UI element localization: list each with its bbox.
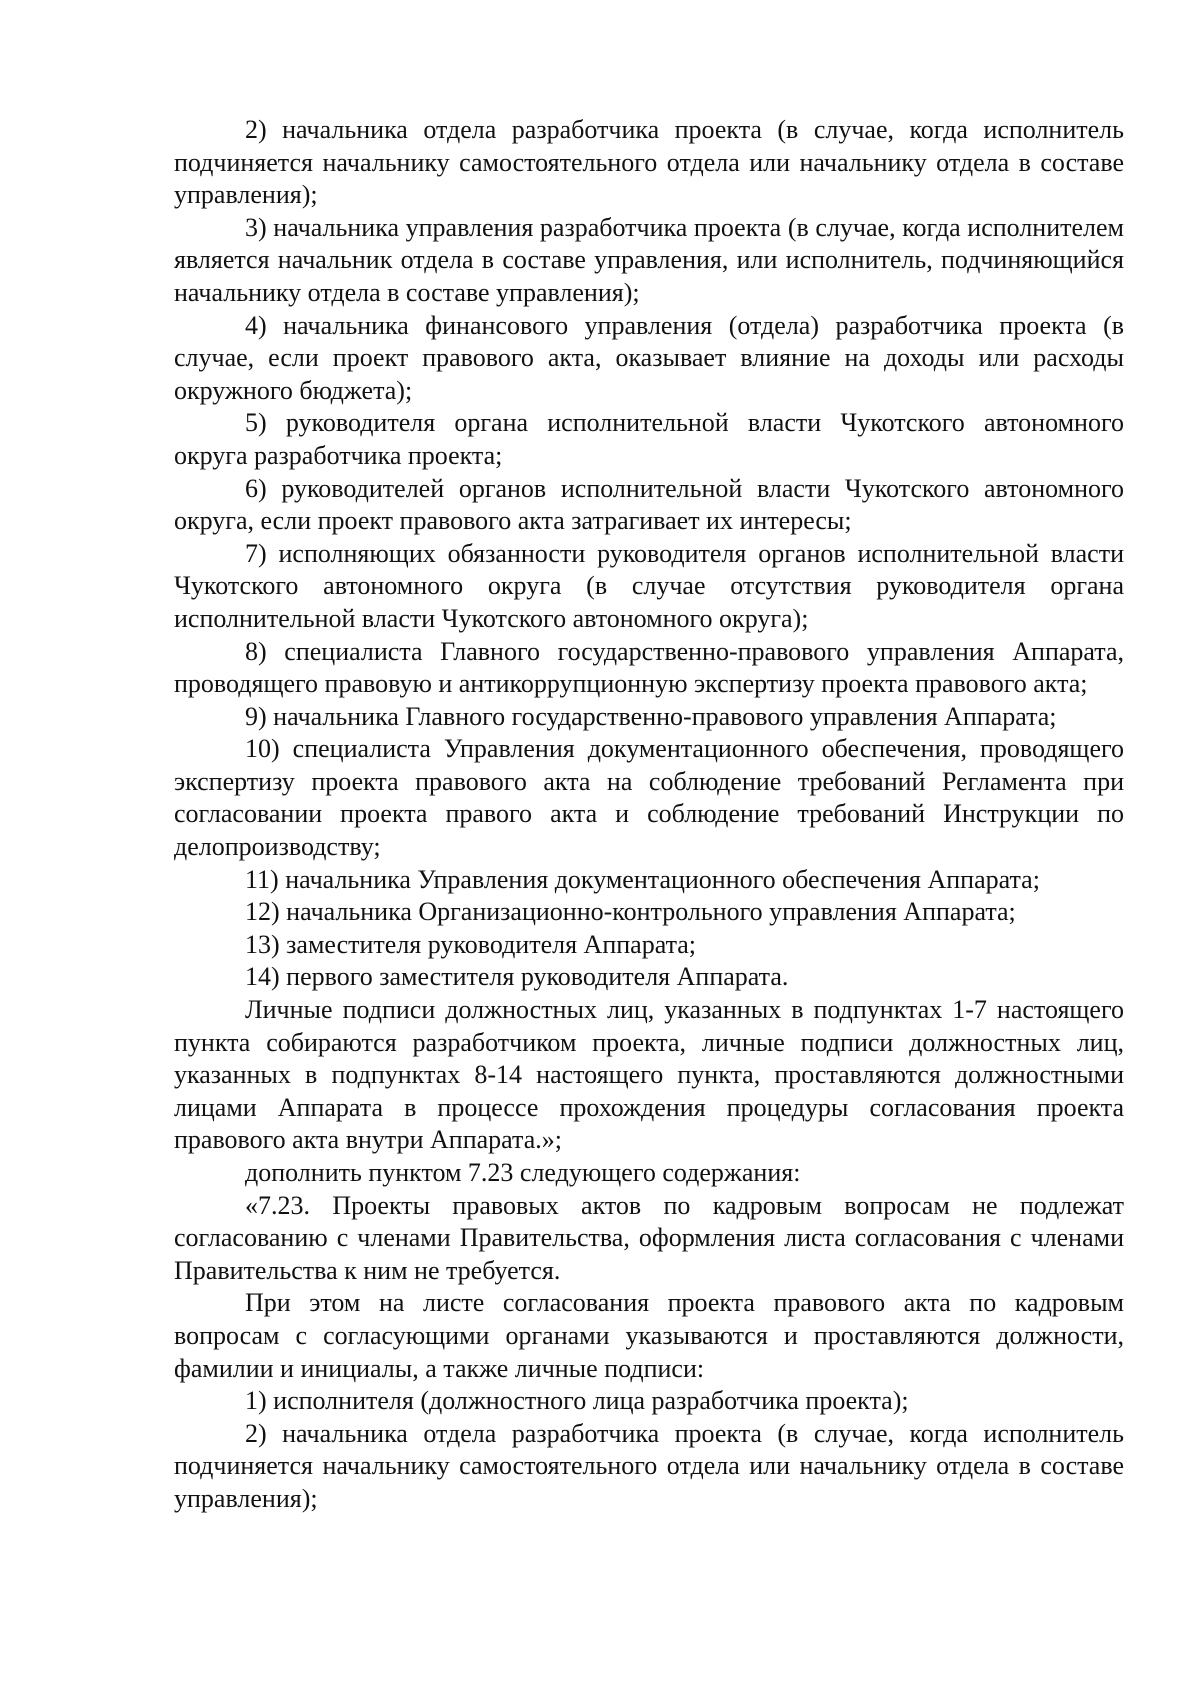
paragraph: 8) специалиста Главного государственно-правового управления Аппарата, проводящего правовую и антикоррупционную экспертизу проекта правового акта; [174, 636, 1124, 699]
paragraph: 1) исполнителя (должностного лица разработчика проекта); [245, 1386, 909, 1416]
paragraph: 7) исполняющих обязанности руководителя органов исполнительной власти Чукотского автономного округа (в случае отсутствия руководителя органа исполнительной власти Чукотского автономного округа); [174, 538, 1124, 633]
paragraph: 11) начальника Управления документационного обеспечения Аппарата; [245, 864, 1040, 894]
paragraph: Личные подписи должностных лиц, указанных в подпунктах 1-7 настоящего пункта собираются разработчиком проекта, личные подписи должностных лиц, указанных в подпунктах 8-14 настоящего пункта, проставляются должностными лицами Аппарата в процессе прохождения процедуры согласования проекта правового акта внутри Аппарата.»; [174, 995, 1124, 1155]
paragraph: 5) руководителя органа исполнительной власти Чукотского автономного округа разработчика проекта; [174, 408, 1124, 470]
paragraph: «7.23. Проекты правовых актов по кадровым вопросам не подлежат согласованию с членами Правительства, оформления листа согласования с членами Правительства к ним не требуется. [174, 1190, 1124, 1285]
paragraph: 10) специалиста Управления документационного обеспечения, проводящего экспертизу проекта правового акта на соблюдение требований Регламента при согласовании проекта правого акта и соблюдение требований Инструкции по делопроизводству; [174, 734, 1124, 862]
paragraph: 14) первого заместителя руководителя Аппарата. [245, 962, 789, 992]
document-page [174, 114, 1124, 1516]
paragraph: 2) начальника отдела разработчика проекта (в случае, когда исполнитель подчиняется начальнику самостоятельного отдела или начальнику отдела в составе управления); [174, 115, 1124, 210]
paragraph: 9) начальника Главного государственно-правового управления Аппарата; [245, 701, 1057, 731]
paragraph: 2) начальника отдела разработчика проекта (в случае, когда исполнитель подчиняется начальнику самостоятельного отдела или начальнику отдела в составе управления); [174, 1418, 1124, 1513]
paragraph: 13) заместителя руководителя Аппарата; [245, 929, 697, 959]
paragraph: 3) начальника управления разработчика проекта (в случае, когда исполнителем является начальник отдела в составе управления, или исполнитель, подчиняющийся начальнику отдела в составе управления); [174, 212, 1124, 307]
paragraph: 6) руководителей органов исполнительной власти Чукотского автономного округа, если проект правового акта затрагивает их интересы; [174, 473, 1124, 536]
paragraph: дополнить пунктом 7.23 следующего содержания: [245, 1158, 801, 1187]
paragraph: 12) начальника Организационно-контрольного управления Аппарата; [245, 897, 1016, 927]
paragraph: При этом на листе согласования проекта правового акта по кадровым вопросам с согласующими органами указываются и проставляются должности, фамилии и инициалы, а также личные подписи: [174, 1288, 1124, 1383]
paragraph: 4) начальника финансового управления (отдела) разработчика проекта (в случае, если проект правового акта, оказывает влияние на доходы или расходы окружного бюджета); [174, 310, 1124, 405]
